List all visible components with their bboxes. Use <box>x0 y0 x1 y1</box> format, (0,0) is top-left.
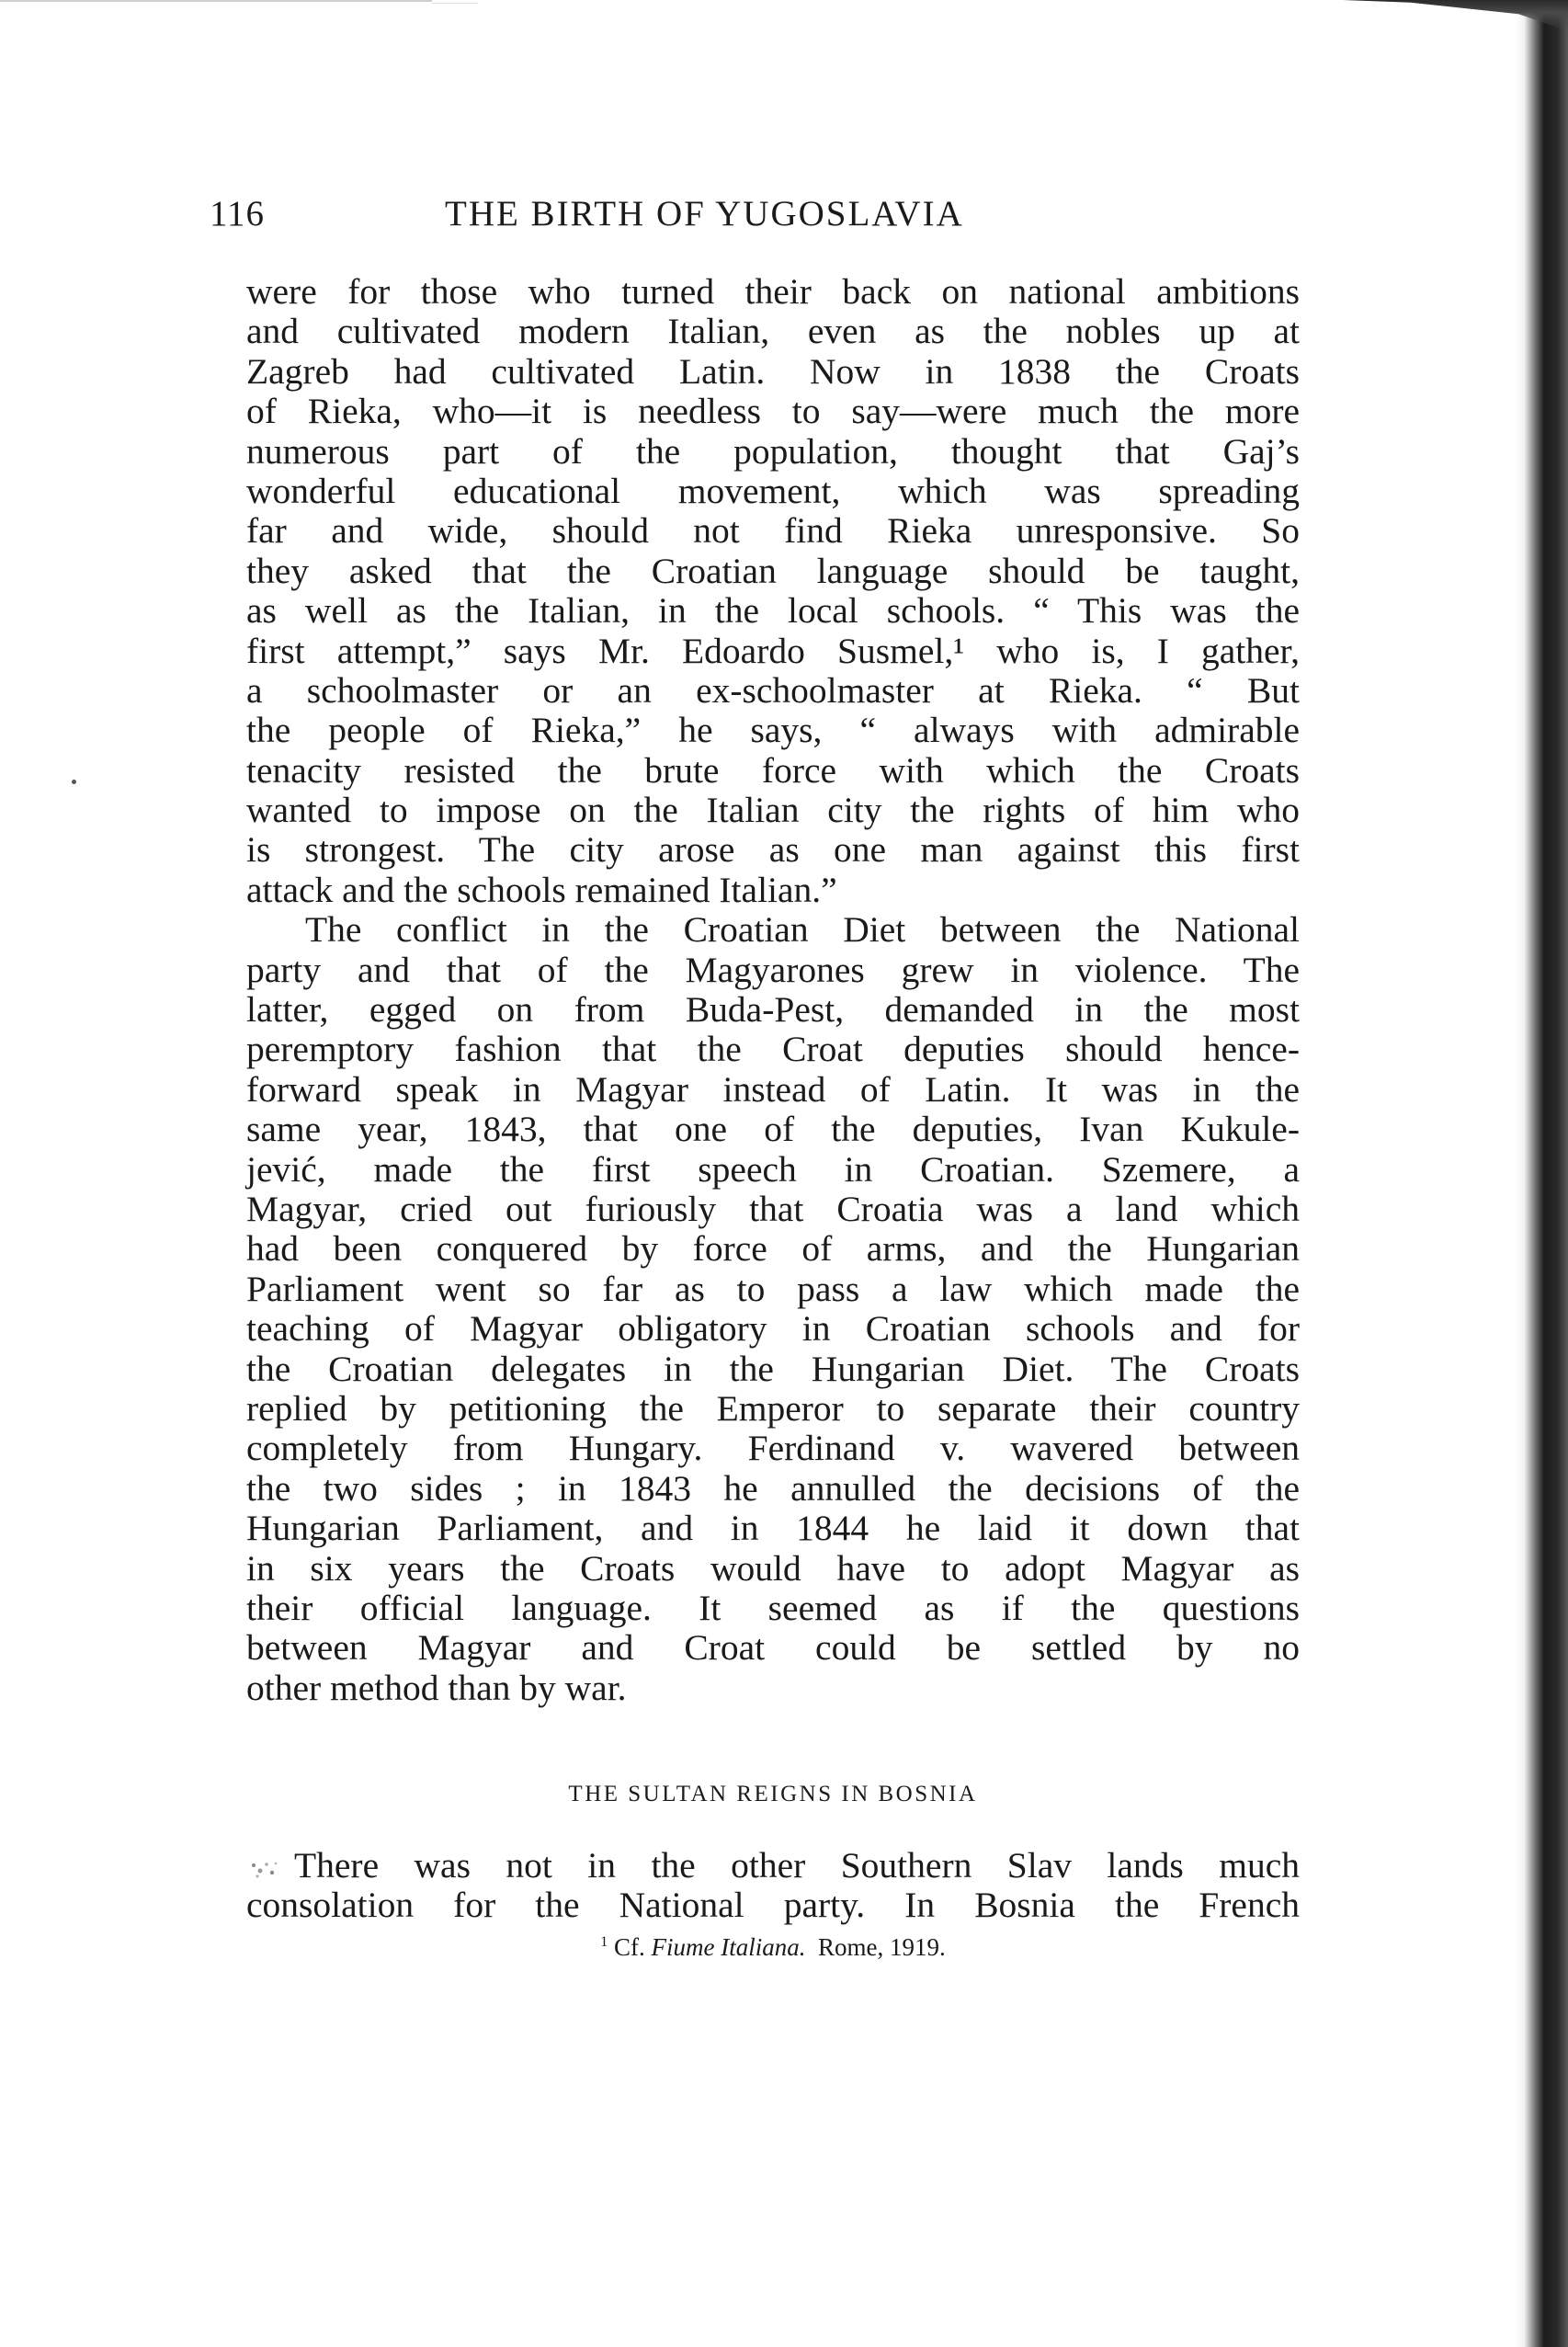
text-line: same year, 1843, that one of the deputies, Ivan Kukule- <box>246 1109 1300 1150</box>
text-line: between Magyar and Croat could be settled by no <box>246 1627 1300 1669</box>
text-line: tenacity resisted the brute force with which the Croats <box>246 749 1300 791</box>
text-line: Hungarian Parliament, and in 1844 he laid it down that <box>246 1508 1300 1549</box>
text-line: peremptory fashion that the Croat deputies should hence- <box>246 1029 1300 1070</box>
text-line: attack and the schools remained Italian.” <box>246 869 837 910</box>
top-scan-rule-fragment <box>432 3 478 4</box>
smudge-ornament-icon <box>246 1856 283 1882</box>
paragraph-2 <box>246 910 1300 1708</box>
text-line: a schoolmaster or an ex-schoolmaster at Rieka. “ But <box>246 669 1300 711</box>
text-line: and cultivated modern Italian, even as the nobles up at <box>246 311 1300 352</box>
text-line: as well as the Italian, in the local schools. “ This was the <box>246 590 1300 632</box>
body-text <box>246 272 1300 1708</box>
footnote-prefix: Cf. <box>614 1933 645 1961</box>
text-line: latter, egged on from Buda-Pest, demanded in the most <box>246 989 1300 1031</box>
page-number: 116 <box>210 194 266 234</box>
page-binding-edge <box>1515 0 1568 2347</box>
text-line <box>246 1846 1300 1886</box>
text-line: in six years the Croats would have to adopt Magyar as <box>246 1547 1300 1589</box>
text-line: other method than by war. <box>246 1667 627 1708</box>
footnote-marker: 1 <box>600 1934 608 1950</box>
text-line: had been conquered by force of arms, and the Hungarian <box>246 1228 1300 1270</box>
text-line: the people of Rieka,” he says, “ always with admirable <box>246 710 1300 751</box>
section-line-1: There was not in the other Southern Slav lands much <box>294 1845 1300 1886</box>
text-line: wonderful educational movement, which was spreading <box>246 470 1300 511</box>
text-line: of Rieka, who—it is needless to say—were much the more <box>246 391 1300 432</box>
paragraph-1 <box>246 272 1300 910</box>
text-line: the Croatian delegates in the Hungarian Diet. The Croats <box>246 1348 1300 1389</box>
text-line: forward speak in Magyar instead of Latin. It was in the <box>246 1068 1300 1110</box>
text-line: Zagreb had cultivated Latin. Now in 1838 the Croats <box>246 350 1300 392</box>
text-line: replied by petitioning the Emperor to separate their country <box>246 1387 1300 1429</box>
text-line: first attempt,” says Mr. Edoardo Susmel,¹ who is, I gather, <box>246 630 1300 671</box>
footnote-suffix: Rome, 1919. <box>817 1933 946 1961</box>
section-paragraph <box>246 1846 1300 1926</box>
page-header <box>0 193 1568 239</box>
text-line: The conflict in the Croatian Diet between the National <box>305 909 1300 951</box>
margin-speck <box>72 780 76 784</box>
running-title: THE BIRTH OF YUGOSLAVIA <box>445 194 964 234</box>
text-line: were for those who turned their back on national ambitions <box>246 271 1300 312</box>
text-line: their official language. It seemed as if the questions <box>246 1587 1300 1628</box>
text-line: is strongest. The city arose as one man against this first <box>246 829 1300 871</box>
text-line: they asked that the Croatian language should be taught, <box>246 550 1300 591</box>
top-scan-rule <box>0 0 432 2</box>
section-heading: THE SULTAN REIGNS IN BOSNIA <box>568 1782 978 1806</box>
text-line: consolation for the National party. In Bosnia the French <box>246 1885 1300 1926</box>
text-line: Parliament went so far as to pass a law which made the <box>246 1268 1300 1309</box>
text-line: jević, made the first speech in Croatian. Szemere, a <box>246 1148 1300 1190</box>
text-line: wanted to impose on the Italian city the rights of him who <box>246 790 1300 831</box>
text-line: Magyar, cried out furiously that Croatia was a land which <box>246 1188 1300 1229</box>
text-line: far and wide, should not find Rieka unresponsive. So <box>246 510 1300 552</box>
text-line: teaching of Magyar obligatory in Croatian schools and for <box>246 1308 1300 1350</box>
text-line: party and that of the Magyarones grew in violence. The <box>246 949 1300 990</box>
text-line: numerous part of the population, thought that Gaj’s <box>246 430 1300 472</box>
footnote-title: Fiume Italiana. <box>651 1933 806 1961</box>
text-line: completely from Hungary. Ferdinand v. wavered between <box>246 1428 1300 1469</box>
text-line: the two sides ; in 1843 he annulled the decisions of the <box>246 1467 1300 1509</box>
footnote <box>246 1927 1300 1963</box>
